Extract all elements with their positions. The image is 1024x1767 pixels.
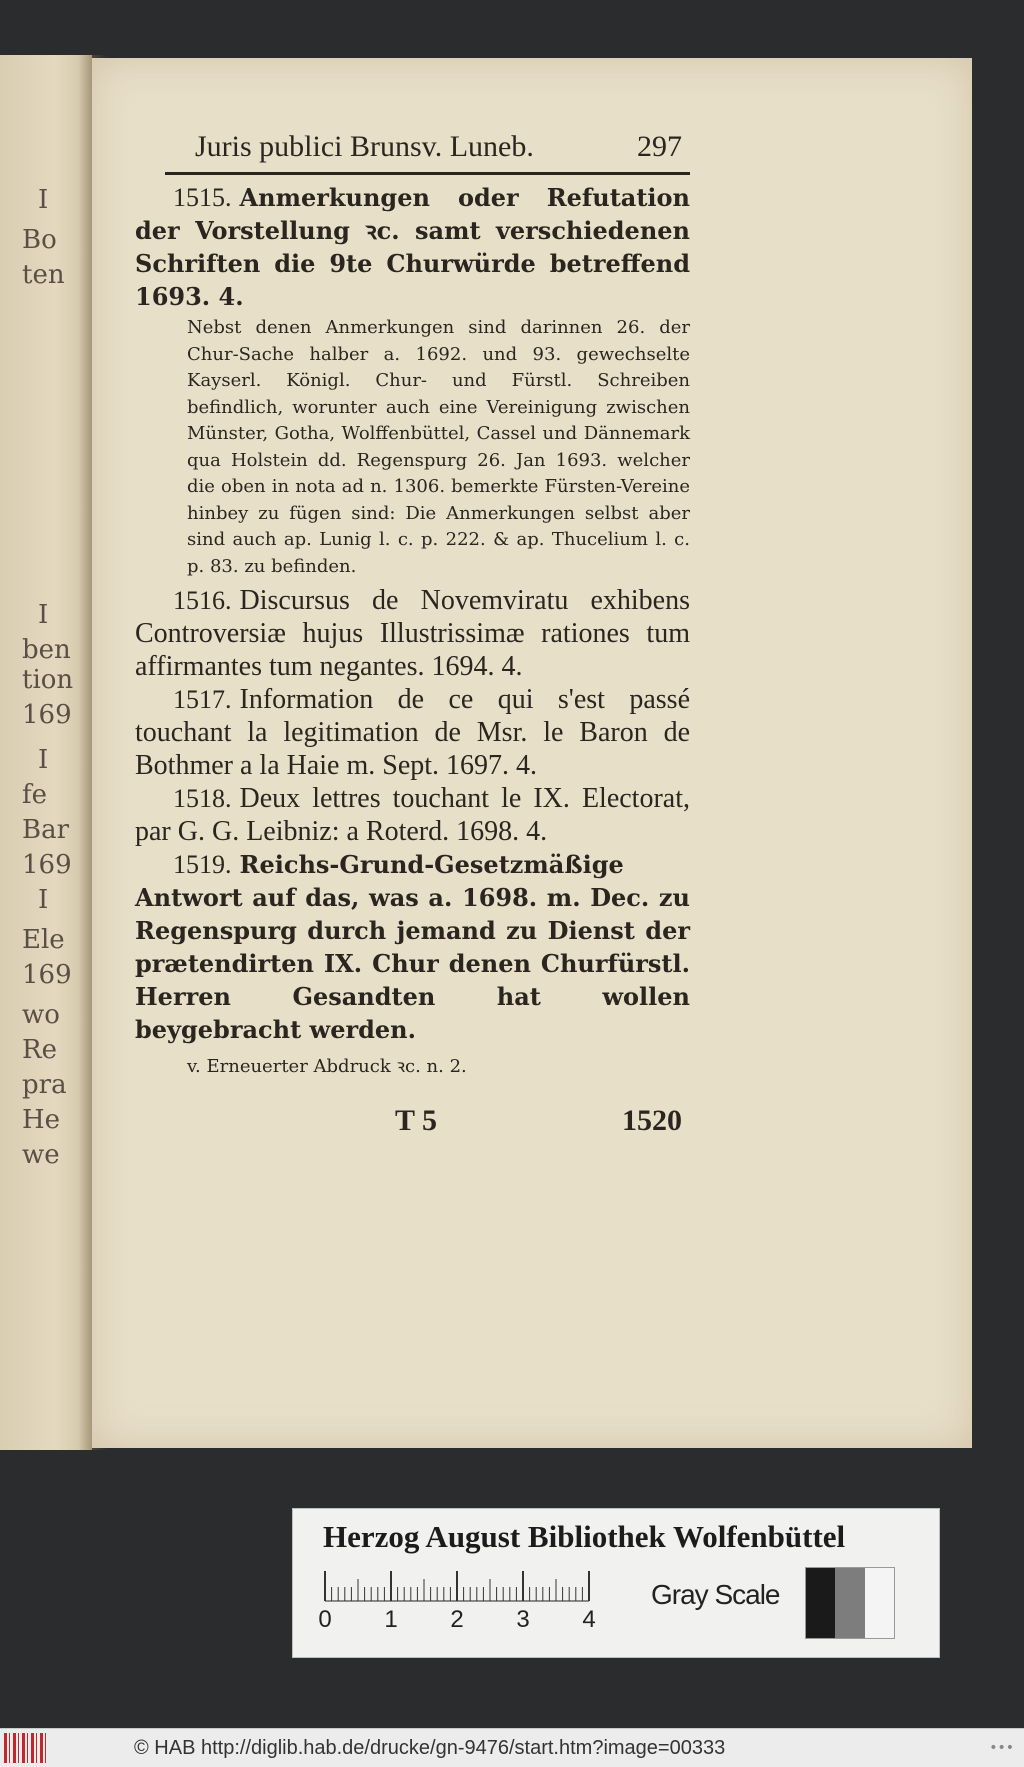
entry-1518 (135, 782, 690, 848)
ruler-label: 3 (516, 1606, 530, 1633)
entry-title: Information de ce qui s'est passé touchant la legitimation de Msr. le Baron de Bothmer a la Haie m. Sept. 1697. 4. (135, 684, 690, 781)
signature-mark: T 5 (395, 1104, 437, 1137)
entry-title: Deux lettres touchant le IX. Electorat, par G. G. Leibniz: a Roterd. 1698. 4. (135, 783, 690, 847)
grayscale-swatch (865, 1568, 894, 1638)
facing-page-fragment: 169 (22, 700, 72, 730)
status-bar (0, 1728, 1024, 1767)
facing-page-fragment: I (38, 600, 49, 630)
facing-page-fragment: Ele (22, 925, 65, 955)
grayscale-swatch (806, 1568, 835, 1638)
facing-page-fragment: 169 (22, 850, 72, 880)
entry-number: 1519. (173, 850, 232, 879)
facing-page-fragment: Bo (22, 225, 57, 255)
entry-number: 1515. (173, 183, 232, 212)
facing-page-fragment: fe (22, 780, 48, 810)
ruler-label: 4 (582, 1606, 596, 1633)
facing-page-fragment: we (22, 1140, 60, 1170)
facing-page-fragment: I (38, 745, 49, 775)
entry-number: 1518. (173, 784, 232, 813)
entry-title: Anmerkungen oder Refutation der Vorstellung ꝛc. samt verschiedenen Schriften die 9te Churwürde betreffend 1693. 4. (135, 183, 690, 311)
facing-page-fragment: I (38, 885, 49, 915)
entry-1515 (135, 181, 690, 313)
entry-1516 (135, 584, 690, 683)
facing-page-fragment: He (22, 1105, 61, 1135)
facing-page-fragment: pra (22, 1070, 67, 1100)
ruler-label: 1 (384, 1606, 398, 1633)
facing-page-fragment: tion (22, 665, 74, 695)
facing-page-fragment: I (38, 185, 49, 215)
ruler-label: 2 (450, 1606, 464, 1633)
page-content (135, 130, 690, 1138)
barcode-icon (4, 1733, 48, 1763)
entry-number: 1516. (173, 586, 232, 615)
copyright-url[interactable]: © HAB http://diglib.hab.de/drucke/gn-9476/start.htm?image=00333 (134, 1736, 726, 1759)
entry-1517 (135, 683, 690, 782)
reference-note: v. Erneuerter Abdruck ꝛc. n. 2. (187, 1056, 467, 1077)
entry-1515-note: Nebst denen Anmerkungen sind darinnen 26. der Chur-Sache halber a. 1692. und 93. gewechselte Kayserl. Königl. Chur- und Fürstl. Schreiben befindlich, worunter auch eine Vereinigung zwischen Münster, Gotha, Wolffenbüttel, Cassel und Dännemark qua Holstein dd. Regenspurg 26. Jan 1693. welcher die oben in nota ad n. 1306. bemerkte Fürsten-Vereine hinbey zu fügen sind: Die Anmerkungen selbst aber sind auch ap. Lunig l. c. p. 222. & ap. Thucelium l. c. p. 83. zu befinden. (187, 317, 690, 577)
ruler-label: 0 (318, 1606, 332, 1633)
ruler-scale (318, 1567, 625, 1633)
color-calibration-bar (292, 1508, 940, 1658)
entry-1519 (135, 848, 690, 1046)
facing-page-fragment: wo (22, 1000, 60, 1030)
institution-name: Herzog August Bibliothek Wolfenbüttel (323, 1519, 846, 1554)
header-title: Juris publici Brunsv. Luneb. (195, 130, 534, 163)
entry-title: Discursus de Novemviratu exhibens Controversiæ hujus Illustrissimæ rationes tum affirmantes tum negantes. 1694. 4. (135, 585, 690, 682)
grayscale-label: Gray Scale (651, 1579, 780, 1610)
entry-title: Reichs-Grund-Gesetzmäßige Antwort auf das, was a. 1698. m. Dec. zu Regenspurg durch jemand zu Dienst der prætendirten IX. Chur denen Churfürstl. Herren Gesandten hat wollen beygebracht werden. (135, 850, 690, 1044)
page-footer (135, 1104, 690, 1138)
catchword: 1520 (622, 1104, 682, 1137)
grayscale-swatches (805, 1567, 895, 1639)
header-rule (165, 172, 690, 175)
page-number: 297 (637, 130, 682, 163)
facing-page-fragment: ben (22, 635, 71, 665)
entry-number: 1517. (173, 685, 232, 714)
facing-page-fragment: Bar (22, 815, 70, 845)
facing-page-fragment: Re (22, 1035, 57, 1065)
facing-page-fragment: 169 (22, 960, 72, 990)
grayscale-swatch (835, 1568, 864, 1638)
more-dots-icon[interactable]: ••• (989, 1740, 1014, 1756)
facing-page-fragment: ten (22, 260, 65, 290)
running-head (135, 130, 690, 164)
